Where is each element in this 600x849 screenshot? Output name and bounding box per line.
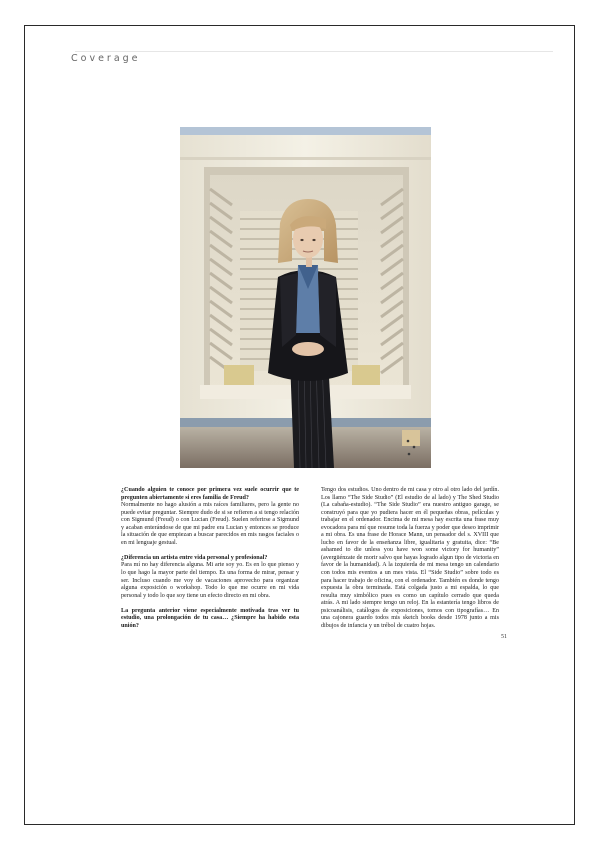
portrait-photo (180, 127, 431, 468)
interview-question: La pregunta anterior viene especialmente motivada tras ver tu estudio, una prolongación de tu casa… ¿Siempre ha habido esta unión? (121, 607, 299, 629)
page-frame (24, 25, 575, 825)
article-left-column (121, 487, 299, 630)
interview-question: ¿Diferencia un artista entre vida personal y profesional? (121, 554, 268, 561)
interview-question: ¿Cuando alguien te conoce por primera vez suele ocurrir que te pregunten abiertamente si eres familia de Freud? (121, 487, 299, 501)
interview-answer: Tengo dos estudios. Uno dentro de mi casa y otro al otro lado del jardín. Los llamo “The Side Studio” (El estudio de al lado) y The Shed Studio (La cabaña-estudio). “The Side Studio” era nuestro antiguo garage, se construyó para que yo pudiera hacer en él pequeñas obras, películas y trabajar en el ordenador. Encima de mi mesa hay escrita una frase muy evocadora para mí que resume toda la fuerza y poder que deseo imprimir a mi obra. Es una frase de Horace Mann, un pensador del s. XVIII que lucho en favor de la enseñanza libre, igualitaria y gratuita, dice: “Be ashamed to die unless you have won some victory for humanity” (avergüénzate de morir salvo que hayas logrado algun tipo de victoria en favor de la humanidad). A la izquierda de mi mesa tengo un calendario con todos mis eventos a un mes vista. El “Side Studio” sobre todo es para hacer trabajo de oficina, con el ordenador. También es donde tengo expuesta la obra terminada. Está colgada justo a mi espalda, lo que resulta muy simbólico pues es como un capítulo cerrado que queda atrás. A mi lado siempre tengo un reloj. En la estantería tengo libros de psicoanálisis, catálogos de exposiciones, tomos con tipografías… En una cajonera guardo todos mis sketch books desde 1978 junto a mis dibujos de infancia y un trébol de cuatro hojas. (321, 487, 499, 629)
header-rule (75, 51, 553, 52)
page-number: 51 (501, 634, 507, 640)
paragraph-gap (121, 600, 299, 608)
section-title: Coverage (71, 53, 141, 64)
interview-answer: Normalmente no hago alusión a mis raíces familiares, pero la gente no puede evitar preguntar. Siempre dudo de si se refieren a si tengo relación con Sigmund (Freud) o con Lucian (Freud). Suelen referirse a Sigmund y acaban enterándose de que mi padre era Lucian y entonces se produce la situación de que empiezan a buscar parecidos en mis rasgos faciales o en mi lenguaje gestual. (121, 502, 299, 546)
article-right-column (321, 487, 499, 630)
interview-answer: Para mí no hay diferencia alguna. Mi arte soy yo. Es en lo que pienso y lo que hago la mayor parte del tiempo. Es una forma de mirar, pensar y ser. Incluso cuando me voy de vacaciones aprovecho para organizar alguna exposición o workshop. Todo lo que me ocurre en mi vida personal y todo lo que soy tiene un efecto directo en mi obra. (121, 562, 299, 599)
paragraph-gap (121, 547, 299, 555)
